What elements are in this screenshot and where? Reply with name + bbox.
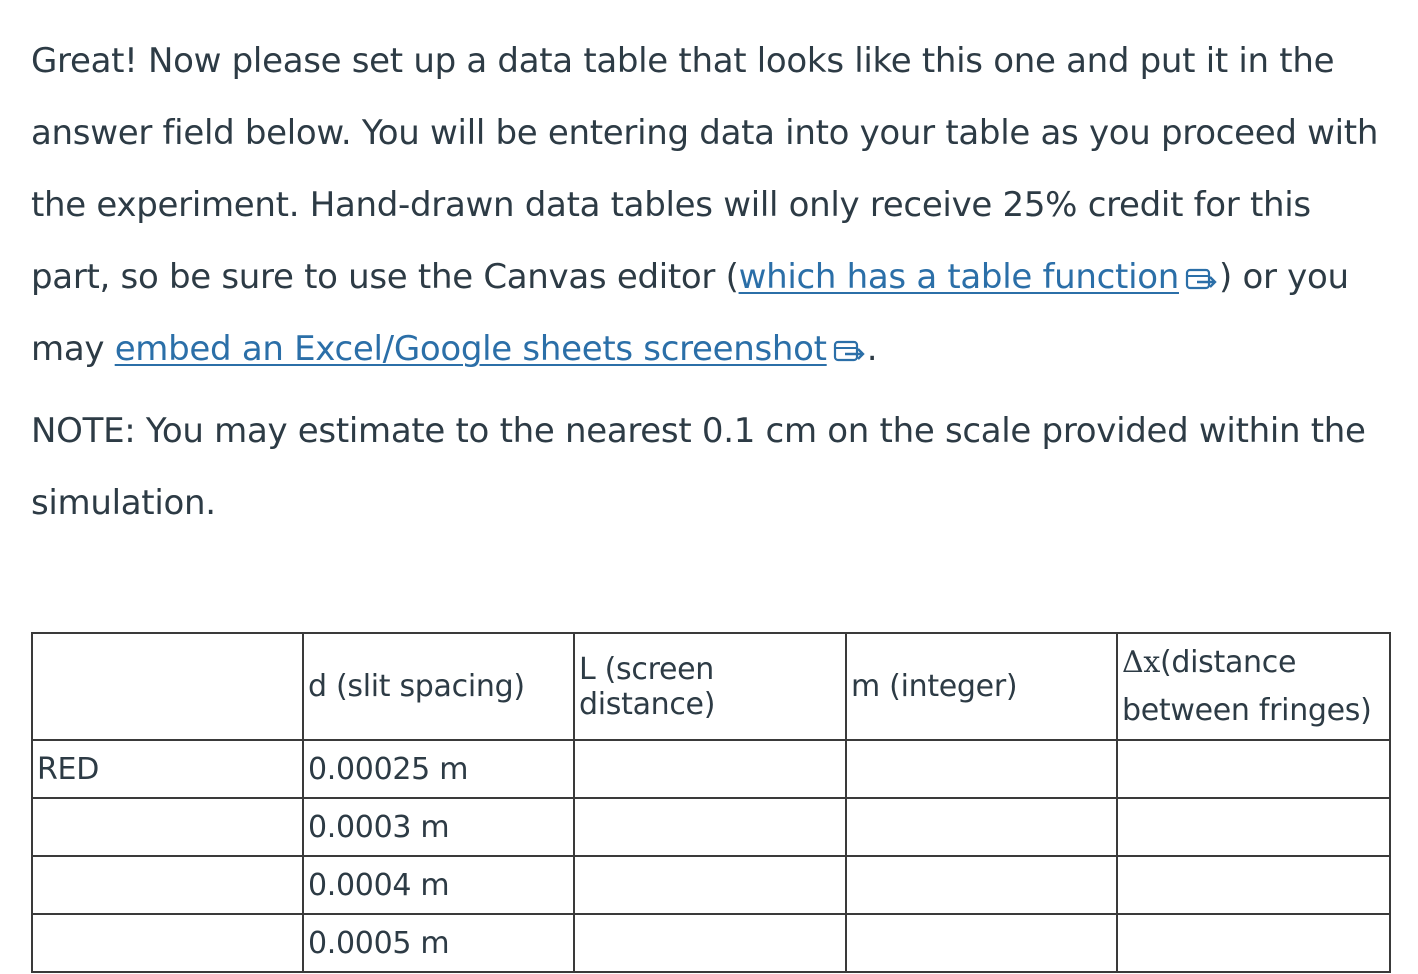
instructions-text-3: . xyxy=(866,329,878,369)
external-link-icon[interactable] xyxy=(1185,266,1219,292)
header-cell-label xyxy=(32,633,303,740)
screen-distance-cell xyxy=(574,798,846,856)
fringe-distance-cell xyxy=(1117,856,1390,914)
table-header-row xyxy=(32,633,1390,740)
row-label-cell xyxy=(32,856,303,914)
instructions-text-1: Great! Now please set up a data table that looks like this one and put it in the answer field below. You will be entering data into your table as you proceed with the experiment. Hand-drawn data tables will only receive 25% credit for this part, so be sure to use the Canvas editor ( xyxy=(31,41,1379,297)
instructions-paragraph xyxy=(31,25,1391,385)
integer-cell xyxy=(846,798,1117,856)
screen-distance-cell xyxy=(574,914,846,972)
row-label-cell xyxy=(32,798,303,856)
table-row xyxy=(32,914,1390,972)
header-cell-slit-spacing: d (slit spacing) xyxy=(303,633,574,740)
screen-distance-cell xyxy=(574,740,846,798)
screen-distance-cell xyxy=(574,856,846,914)
slit-spacing-cell: 0.0003 m xyxy=(303,798,574,856)
header-cell-fringe-distance xyxy=(1117,633,1390,740)
row-label-cell xyxy=(32,914,303,972)
table-row xyxy=(32,856,1390,914)
row-label-cell: RED xyxy=(32,740,303,798)
slit-spacing-cell: 0.0005 m xyxy=(303,914,574,972)
note-paragraph: NOTE: You may estimate to the nearest 0.1 cm on the scale provided within the simulation. xyxy=(31,411,1366,523)
integer-cell xyxy=(846,740,1117,798)
header-cell-integer: m (integer) xyxy=(846,633,1117,740)
slit-spacing-cell: 0.0004 m xyxy=(303,856,574,914)
data-table xyxy=(31,632,1391,973)
fringe-distance-cell xyxy=(1117,740,1390,798)
header-cell-screen-distance: L (screen distance) xyxy=(574,633,846,740)
integer-cell xyxy=(846,914,1117,972)
fringe-distance-cell xyxy=(1117,914,1390,972)
fringe-distance-cell xyxy=(1117,798,1390,856)
slit-spacing-cell: 0.00025 m xyxy=(303,740,574,798)
external-link-icon[interactable] xyxy=(833,338,867,364)
delta-x-symbol: Δx xyxy=(1122,644,1160,680)
instructions-text-2: ) or you may xyxy=(31,257,1349,369)
integer-cell xyxy=(846,856,1117,914)
fringe-distance-label: (distance between fringes) xyxy=(1122,644,1372,728)
table-function-link[interactable]: which has a table function xyxy=(738,257,1179,297)
assignment-content xyxy=(31,25,1391,539)
table-row xyxy=(32,740,1390,798)
embed-screenshot-link[interactable]: embed an Excel/Google sheets screenshot xyxy=(114,329,827,369)
table-row xyxy=(32,798,1390,856)
